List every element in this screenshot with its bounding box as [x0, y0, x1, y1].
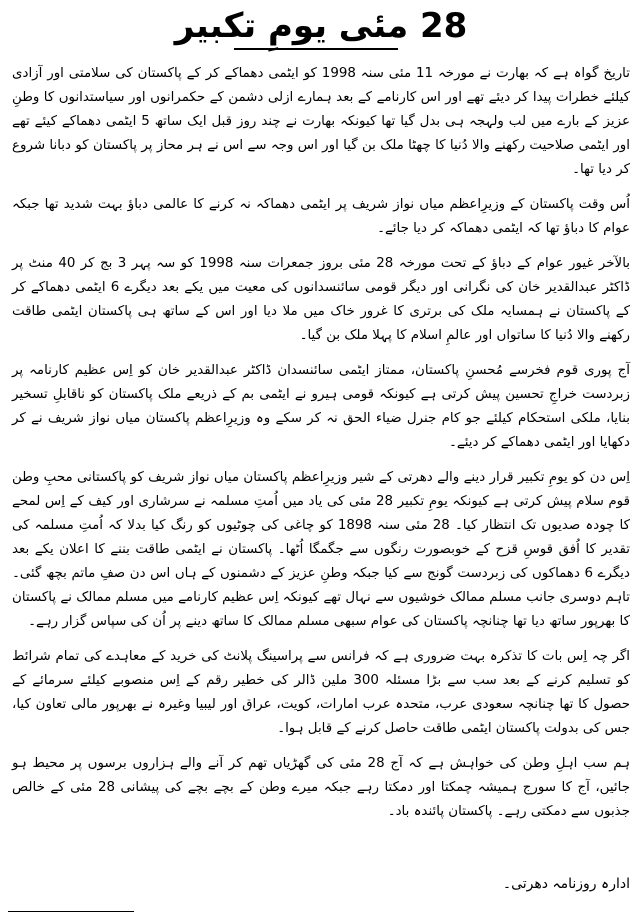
footer-rule — [8, 911, 134, 912]
signature: ادارہ روزنامہ دھرتی۔ — [502, 876, 630, 892]
document-title: 28 مئی یومِ تکبیر — [174, 6, 468, 46]
paragraph: ہم سب اہلِ وطن کی خواہش ہے کہ آج 28 مئی کی گھڑیاں تھم کر آنے والے ہزاروں برسوں پر محیط ہو جائیں، آج کا سورج ہمیشہ چمکتا اور دمکتا رہے جبکہ میرے وطن کے بچے بچے کی پیشانی 28 مئی کے خالص جذبوں سے دمکتی رہے۔ پاکستان پائندہ باد۔ — [12, 756, 630, 819]
paragraph: آج پوری قوم فخرسے مُحسنِ پاکستان، ممتاز ایٹمی سائنسدان ڈاکٹر عبدالقدیر خان کو اِس عظیم کارنامہ پر زبردست خراجِ تحسین پیش کرتی ہے کیونکہ قومی ہیرو نے ایٹمی بم کے ذریعے ملک پاکستان کو ناقابلِ تسخیر بنایا، ملکی استحکام کیلئے جو کام جنرل ضیاء الحق نہ کر سکے وہ وزیرِاعظم پاکستان میاں نواز شریف نے کر دکھایا اور ایٹمی دھماکے کر دیئے۔ — [12, 363, 630, 450]
paragraph: بالآخر غیور عوام کے دباؤ کے تحت مورخہ 28 مئی بروز جمعرات سنہ 1998 کو سہ پہر 3 بج کر 40 منٹ پر ڈاکٹر عبدالقدیر خان کی نگرانی اور دیگر قومی سائنسدانوں کی معیت میں یکے بعد دیگرے 6 ایٹمی دھماکے کر کے پاکستان نے ہمسایہ ملک کی برتری کا غرور خاک میں ملا دیا اور اس کے ساتھ ہی پاکستان ایٹمی طاقت رکھنے والا دُنیا کا ساتواں اور عالمِ اسلام کا پہلا ملک بن گیا۔ — [12, 256, 631, 343]
paragraph: اِس دن کو یومِ تکبیر قرار دینے والے دھرتی کے شیر وزیرِاعظم پاکستان میاں نواز شریف کو پاکستانی محبِ وطن قوم سلام پیش کرتی ہے کیونکہ یومِ تکبیر 28 مئی کی یاد میں اُمتِ مسلمہ نے سرشاری اور کیف کے اِس لمحے کا چودہ صدیوں تک انتظار کیا۔ 28 مئی سنہ 1898 کو چاغی کی چوٹیوں کو رنگ کیا بدلا کہ اُمتِ مسلمہ کی تقدیر کا اُفق قوسِ قزح کے خوبصورت رنگوں سے جگمگا اُٹھا۔ پاکستان نے ایٹمی طاقت بننے کا اعلان یکے بعد دیگرے 6 دھماکوں کی زبردست گونج سے کیا جبکہ وطنِ عزیز کے دشمنوں کے ہاں اس دن صفِ ماتم بچھ گئی۔ تاہم دوسری جانب مسلم ممالک خوشیوں سے نہال تھے کیونکہ اِس عظیم کارنامے میں مسلم ممالک نے پاکستان کا بھرپور ساتھ دیا تھا چنانچہ پاکستان کی عوام سبھی مسلم ممالک کا ساتھ دینے پر اُن کی سپاس گزار رہے۔ — [12, 470, 630, 629]
paragraph: تاریخ گواہ ہے کہ بھارت نے مورخہ 11 مئی سنہ 1998 کو ایٹمی دھماکے کر کے پاکستان کی سلامتی اور آزادی کیلئے خطرات پیدا کر دیئے تھے اور اس کارنامے کے بعد ہمارے ازلی دشمن کے حکمرانوں اور سیاستدانوں کا وطنِ عزیز کے بارے میں لب ولہجہ ہی بدل گیا تھا کیونکہ بھارت نے چند روز قبل ایک ساتھ 5 ایٹمی دھماکے کیئے تھے اور ایٹمی صلاحیت رکھنے والا دُنیا کا چھٹا ملک بن گیا اور اس وجہ سے اس نے ہر محاز پر پاکستان کو دبانا شروع کر دیا تھا۔ — [12, 66, 630, 177]
article-body — [12, 62, 630, 835]
paragraph: اُس وقت پاکستان کے وزیرِاعظم میاں نواز شریف پر ایٹمی دھماکہ نہ کرنے کا عالمی دباؤ بہت شدید تھا جبکہ عوام کا دباؤ تھا کہ ایٹمی دھماکہ کر دیا جائے۔ — [12, 197, 630, 236]
title-underline — [234, 48, 398, 50]
paragraph: اگر چہ اِس بات کا تذکرہ بہت ضروری ہے کہ فرانس سے پراسینگ پلانٹ کی خرید کے معاہدے کی تمام شرائط کو تسلیم کرنے کے بعد سب سے بڑا مسئلہ 300 ملین ڈالر کی خطیر رقم کے اِس منصوبے کیلئے سرمائے کے حصول کا تھا چنانچہ سعودی عرب، متحدہ عرب امارات، کویت، عراق اور لیبیا وغیرہ نے بھرپور مالی تعاون کیا، جس کی بدولت پاکستان ایٹمی طاقت حاصل کرنے کے قابل ہوا۔ — [12, 649, 630, 736]
